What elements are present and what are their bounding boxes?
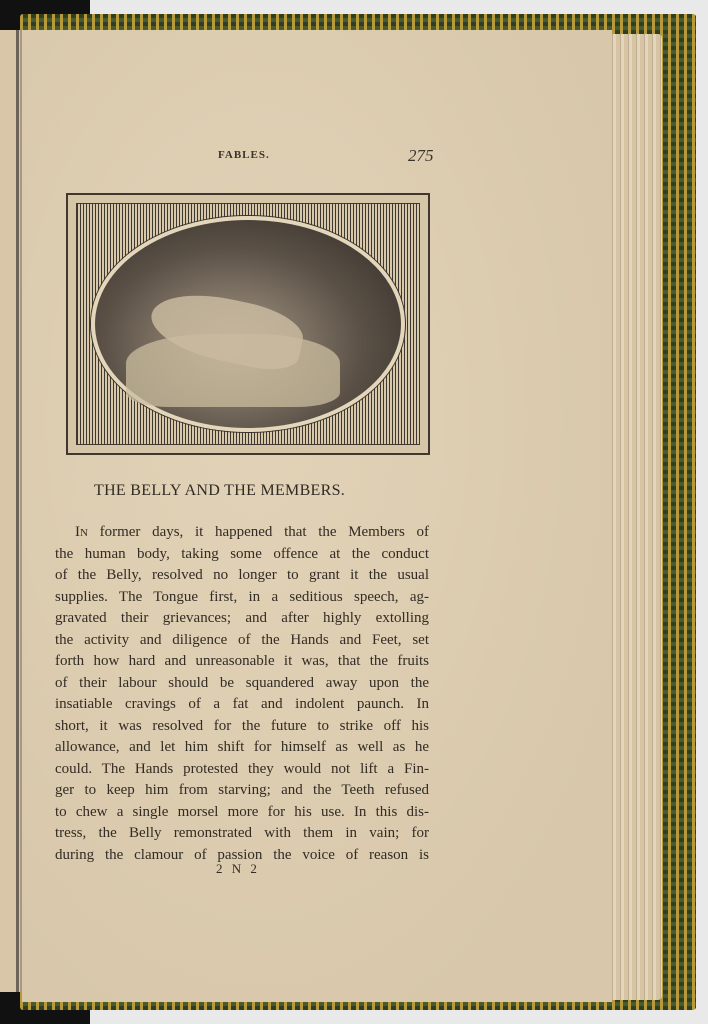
gutter bbox=[16, 30, 19, 992]
text-line: ger to keep him from starving; and the Teeth refused bbox=[55, 782, 429, 798]
text-line: of their labour should be squandered away upon the bbox=[55, 674, 429, 691]
fable-body bbox=[55, 522, 429, 866]
text-line: during the clamour of passion the voice of reason is bbox=[55, 846, 429, 863]
text-line: to chew a single morsel more for his use. In this dis- bbox=[55, 803, 429, 820]
text-line: the human body, taking some offence at the conduct bbox=[55, 545, 429, 562]
text-line: allowance, and let him shift for himself as well as he bbox=[55, 739, 429, 755]
text-line: forth how hard and unreasonable it was, that the fruits bbox=[55, 653, 429, 669]
running-head: FABLES. bbox=[218, 149, 270, 161]
signature-mark: 2 N 2 bbox=[216, 861, 260, 876]
dropcap: In bbox=[75, 524, 88, 540]
text-line: In former days, it happened that the Members of bbox=[75, 524, 429, 540]
text-line: of the Belly, resolved no longer to grant it the usual bbox=[55, 567, 429, 583]
text-line: the activity and diligence of the Hands and Feet, set bbox=[55, 631, 429, 648]
hatched-border bbox=[76, 203, 420, 445]
page-number: 275 bbox=[408, 146, 434, 165]
text-line: supplies. The Tongue first, in a seditious speech, ag- bbox=[55, 588, 429, 605]
text-line: gravated their grievances; and after highly extolling bbox=[55, 610, 429, 626]
oval-vignette bbox=[91, 216, 405, 432]
text-line: short, it was resolved for the future to strike off his bbox=[55, 717, 429, 734]
text-line: could. The Hands protested they would not lift a Fin- bbox=[55, 760, 429, 777]
fable-title: THE BELLY AND THE MEMBERS. bbox=[94, 482, 346, 499]
woodcut-illustration bbox=[66, 193, 430, 455]
text-line: tress, the Belly remonstrated with them in vain; for bbox=[55, 825, 429, 841]
text-line: insatiable cravings of a fat and indolent paunch. In bbox=[55, 696, 429, 712]
